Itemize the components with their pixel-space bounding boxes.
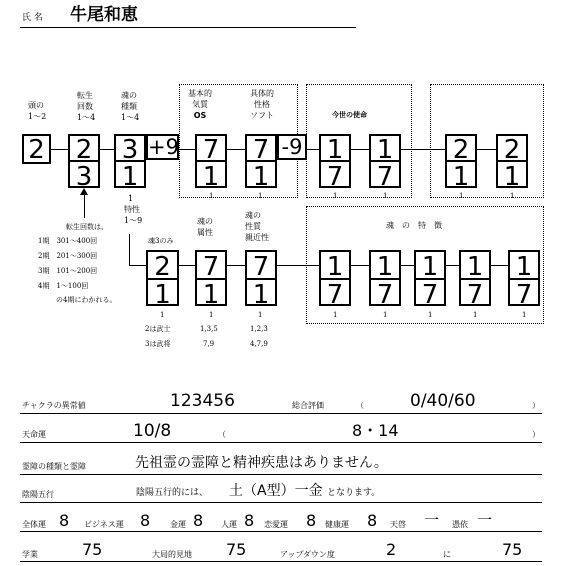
- row2-under-label: 1: [160, 311, 165, 319]
- luck-label: 金運: [170, 520, 186, 529]
- row1-under-label: 1: [333, 192, 338, 200]
- reisho-label: 霊障の種類と霊障: [22, 462, 86, 471]
- tenmei-paren-close: ）: [532, 430, 540, 439]
- row2-drop-line: [129, 234, 130, 265]
- note-zokusei-2: 7,9: [203, 340, 215, 348]
- luck-label: 憑依: [452, 520, 468, 529]
- box-atama: 2: [22, 134, 51, 164]
- name-label: 氏 名: [22, 13, 43, 23]
- box-kishitsu: 7 1: [195, 134, 227, 188]
- row2-under-label: 1: [473, 311, 478, 319]
- chakra-value: 123456: [170, 391, 235, 411]
- taikyoku-label: 大局的見地: [152, 550, 192, 559]
- luck-label: 恋愛運: [264, 520, 288, 529]
- tenmei-value: 10/8: [133, 421, 172, 441]
- header-seikaku: 具体的 性格 ソフト: [250, 89, 274, 120]
- row2-under-label: 1: [383, 311, 388, 319]
- reincarnation-period: 2期 201〜300回: [38, 252, 98, 260]
- row2-under-label: 1: [333, 311, 338, 319]
- tenmei-extra: 8・14: [352, 421, 399, 440]
- ni-text: に: [443, 550, 451, 559]
- box-tokucho-1: 1 7: [319, 250, 351, 306]
- luck-label: 人運: [221, 520, 237, 529]
- tenmei-label: 天命運: [22, 430, 46, 439]
- row2-under-label: 1: [522, 311, 527, 319]
- row2-under-label: 1: [209, 311, 214, 319]
- box-tokucho-4: 1 7: [459, 250, 491, 306]
- luck-underline: [20, 531, 542, 532]
- luck-value: 8: [140, 511, 151, 530]
- row1-under-label: 1: [459, 192, 464, 200]
- tenmei-underline: [20, 442, 542, 443]
- luck-label: 天啓: [390, 520, 406, 529]
- reincarnation-title: 転生回数は、: [66, 223, 108, 231]
- box-mission-1: 1 7: [319, 134, 351, 188]
- box-seishitsu: 7 1: [245, 250, 277, 306]
- tenmei-paren-open: （: [218, 430, 226, 439]
- plus-box: +9: [148, 135, 179, 159]
- box-zokusei: 7 1: [195, 250, 227, 306]
- luck-value: 一: [477, 511, 493, 529]
- chakra-underline: [20, 413, 542, 414]
- row2-under-label: 1: [428, 311, 433, 319]
- total-value: 0/40/60: [410, 391, 476, 411]
- inyo-post: となります。: [327, 488, 381, 498]
- box-tokucho-3: 1 7: [414, 250, 446, 306]
- luck-label: ビジネス運: [84, 520, 124, 529]
- note-zokusei-1: 1,3,5: [200, 325, 218, 333]
- header-zokusei: 魂の 属性: [197, 217, 213, 237]
- inyo-underline: [20, 502, 542, 503]
- header-tensei: 転生 回数 1〜4: [77, 91, 96, 122]
- box-tokucho-2: 1 7: [369, 250, 401, 306]
- reincarnation-period: 4期 1〜100回: [38, 282, 89, 290]
- box-mission-2: 1 7: [369, 134, 401, 188]
- last-underline: [20, 561, 542, 562]
- arrow-up-icon: [80, 188, 88, 195]
- updown-value-2: 75: [502, 540, 523, 559]
- row1-under-label: 1: [258, 192, 263, 200]
- reincarnation-foot: の4期にわかれる。: [56, 296, 117, 304]
- row1-under-label: 1: [209, 192, 214, 200]
- total-paren-close: ）: [532, 401, 540, 410]
- luck-value: 一: [424, 511, 440, 529]
- box-tokucho-5: 1 7: [508, 250, 540, 306]
- gakugyo-label: 学業: [22, 550, 38, 559]
- luck-label: 健康運: [325, 520, 349, 529]
- luck-value: 8: [367, 511, 378, 530]
- row1-under-label: 1: [510, 192, 515, 200]
- luck-value: 8: [306, 511, 317, 530]
- reisho-value: 先祖霊の霊障と精神疾患はありません。: [135, 455, 388, 471]
- box-seikaku: 7 1: [245, 134, 277, 188]
- name-value: 牛尾和恵: [70, 5, 138, 25]
- header-tokucho: 魂 の 特 徴: [386, 221, 442, 230]
- chakra-label: チャクラの異常値: [22, 401, 86, 410]
- header-atama: 頭の 1〜2: [28, 101, 47, 121]
- header-kishitsu: 基本的 気質 OS: [188, 89, 212, 120]
- taikyoku-value: 75: [226, 540, 247, 559]
- total-paren-open: （: [356, 401, 364, 410]
- inyo-pre: 陰陽五行的には、: [136, 488, 209, 498]
- name-underline: [20, 27, 356, 28]
- minus-box: -9: [277, 134, 307, 160]
- luck-value: 8: [59, 511, 70, 530]
- reincarnation-period: 1期 301〜400回: [38, 237, 98, 245]
- box-right-2: 2 1: [496, 134, 528, 188]
- arrow-shaft: [84, 192, 85, 218]
- updown-value: 2: [386, 540, 397, 559]
- header-tamashii-shurui: 魂の 種類 1〜4: [121, 91, 140, 122]
- luck-value: 8: [193, 511, 204, 530]
- inyo-label: 陰陽五行: [22, 490, 54, 499]
- row2-under-label: 1: [258, 311, 263, 319]
- updown-label: アップダウン度: [280, 550, 335, 559]
- box-tensei: 2 3: [68, 134, 100, 188]
- box-tamashii3: 2 1: [146, 250, 179, 306]
- reincarnation-period: 3期 101〜200回: [38, 267, 98, 275]
- header-mission: 今世の使命: [332, 111, 367, 119]
- note-samurai: 2は武士: [145, 325, 171, 333]
- total-label: 総合評価: [292, 401, 324, 410]
- reisho-underline: [20, 474, 542, 475]
- header-tamashii-3: 魂3のみ: [148, 237, 174, 245]
- box-tamashii-shurui: 3 1: [114, 134, 146, 188]
- tokusei-label: 1 特性 1〜9: [124, 194, 143, 225]
- note-busho: 3は武将: [145, 340, 171, 348]
- inyo-value: 土（A型）一金: [229, 483, 323, 499]
- note-seishitsu-1: 1,2,3: [250, 325, 268, 333]
- gakugyo-value: 75: [82, 540, 103, 559]
- row1-under-label: 1: [383, 192, 388, 200]
- note-seishitsu-2: 4,7,9: [250, 340, 268, 348]
- luck-label: 全体運: [22, 520, 46, 529]
- header-seishitsu: 魂の 性質 親近性: [245, 211, 269, 242]
- luck-value: 8: [244, 511, 255, 530]
- box-right-1: 2 1: [445, 134, 477, 188]
